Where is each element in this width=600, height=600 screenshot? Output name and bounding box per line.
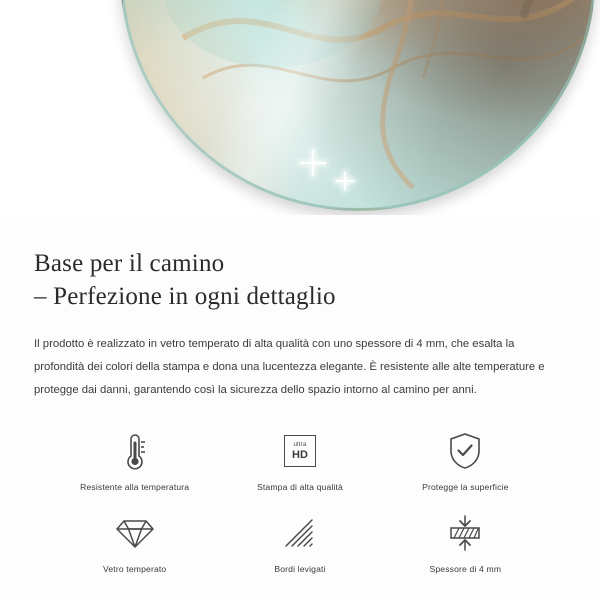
diamond-icon [115, 510, 155, 556]
feature-label: Stampa di alta qualità [257, 482, 343, 493]
description-paragraph: Il prodotto è realizzato in vetro temperato di alta qualità con uno spessore di 4 mm, che esalta la profondità dei colori della stampa e dona una lucentezza elegante. È resistente alle alte temperature e protegge dai danni, garantendo così la sicurezza dello spazio intorno al camino per anni. [34, 338, 545, 397]
headline-line-2: – Perfezione in ogni dettaglio [34, 283, 336, 310]
feature-item [383, 428, 548, 492]
feature-grid [34, 428, 566, 574]
thickness-arrows-icon [445, 510, 485, 556]
feature-label: Vetro temperato [102, 564, 167, 575]
content-area [0, 215, 600, 574]
thermometer-icon [118, 428, 152, 474]
hero-image [0, 0, 600, 215]
feature-item [217, 428, 382, 492]
feature-label: Resistente alla temperatura [80, 482, 190, 493]
feature-label: Spessore di 4 mm [429, 564, 502, 575]
feature-item [217, 510, 382, 574]
glass-plate-image [120, 0, 596, 211]
ultra-hd-icon [284, 428, 316, 474]
feature-label: Protegge la superficie [422, 482, 509, 493]
feature-label: Bordi levigati [274, 564, 326, 575]
ultra-hd-badge-bottom: HD [292, 448, 308, 461]
feature-item [383, 510, 548, 574]
feature-item [52, 510, 217, 574]
headline-line-1: Base per il camino [34, 250, 225, 277]
marble-veins-decoration [123, 0, 593, 208]
polished-edges-icon [282, 510, 318, 556]
page-title [34, 247, 566, 313]
ultra-hd-badge-top: ultra [293, 441, 307, 449]
shield-check-icon [447, 428, 483, 474]
feature-item [52, 428, 217, 492]
